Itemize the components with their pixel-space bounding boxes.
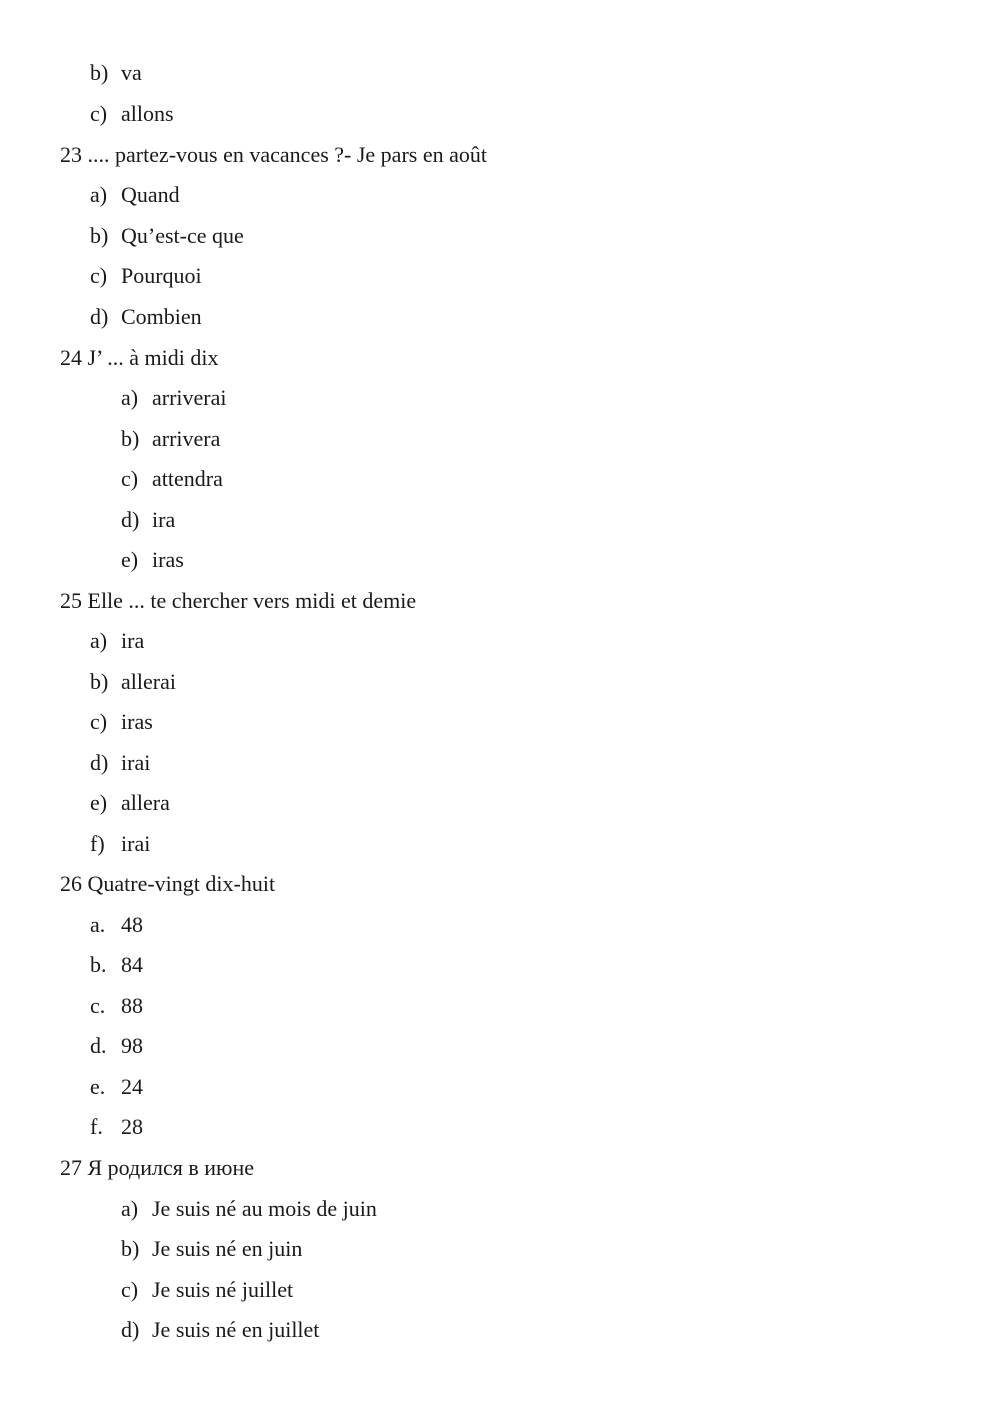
- option-item: [121, 384, 227, 412]
- option-text: allerai: [121, 669, 176, 694]
- option-label: c): [121, 466, 139, 491]
- option-item: [121, 1316, 319, 1344]
- option-text: attendra: [152, 466, 223, 491]
- option-label: d): [90, 750, 109, 775]
- option-label: b): [90, 223, 109, 248]
- option-item: [121, 1276, 293, 1304]
- question-text: Elle ... te chercher vers midi et demie: [87, 588, 417, 613]
- option-text: 24: [121, 1074, 143, 1099]
- option-text: ira: [152, 507, 176, 532]
- option-label: a): [90, 628, 108, 653]
- option-item: [90, 1113, 143, 1141]
- option-item: [90, 100, 174, 128]
- option-item: [121, 425, 220, 453]
- option-item: [90, 59, 142, 87]
- option-text: Pourquoi: [121, 263, 202, 288]
- option-text: 88: [121, 993, 143, 1018]
- option-label: a): [121, 1196, 139, 1221]
- option-label: d): [121, 507, 140, 532]
- option-item: [90, 951, 143, 979]
- option-label: f): [90, 831, 105, 856]
- option-item: [90, 262, 202, 290]
- question-23: [60, 141, 487, 169]
- question-text: Я родился в июне: [87, 1155, 255, 1180]
- option-text: iras: [152, 547, 184, 572]
- question-text: Quatre-vingt dix-huit: [87, 871, 276, 896]
- option-label: e): [121, 547, 139, 572]
- option-item: [90, 749, 150, 777]
- option-text: Je suis né au mois de juin: [152, 1196, 377, 1221]
- option-label: b.: [90, 952, 107, 977]
- question-26: [60, 870, 275, 898]
- option-item: [90, 911, 143, 939]
- option-label: c): [90, 263, 108, 288]
- option-item: [121, 1195, 377, 1223]
- option-text: Je suis né juillet: [152, 1277, 294, 1302]
- option-label: d): [90, 304, 109, 329]
- option-text: arrivera: [152, 426, 221, 451]
- option-label: e): [90, 790, 108, 815]
- option-label: d): [121, 1317, 140, 1342]
- option-item: [90, 627, 144, 655]
- option-text: irai: [121, 750, 151, 775]
- option-label: e.: [90, 1074, 106, 1099]
- option-item: [90, 830, 150, 858]
- option-label: c): [90, 709, 108, 734]
- option-item: [90, 708, 153, 736]
- question-number: 25: [60, 588, 82, 613]
- question-number: 23: [60, 142, 82, 167]
- option-text: arriverai: [152, 385, 227, 410]
- option-text: ira: [121, 628, 145, 653]
- option-item: [121, 465, 223, 493]
- option-text: Combien: [121, 304, 202, 329]
- option-label: a): [121, 385, 139, 410]
- question-number: 27: [60, 1155, 82, 1180]
- option-text: Qu’est-ce que: [121, 223, 244, 248]
- question-27: [60, 1154, 254, 1182]
- option-item: [90, 668, 176, 696]
- question-number: 24: [60, 345, 82, 370]
- option-item: [90, 303, 202, 331]
- option-label: f.: [90, 1114, 103, 1139]
- option-item: [90, 789, 170, 817]
- option-label: b): [90, 669, 109, 694]
- option-text: iras: [121, 709, 153, 734]
- option-text: 48: [121, 912, 143, 937]
- option-label: c): [121, 1277, 139, 1302]
- option-item: [90, 181, 180, 209]
- option-label: b): [121, 1236, 140, 1261]
- option-item: [90, 222, 244, 250]
- question-24: [60, 344, 218, 372]
- question-25: [60, 587, 416, 615]
- option-label: c): [90, 101, 108, 126]
- option-label: c.: [90, 993, 106, 1018]
- question-text: .... partez-vous en vacances ?- Je pars en août: [87, 142, 487, 167]
- option-text: Je suis né en juin: [152, 1236, 303, 1261]
- option-item: [90, 992, 143, 1020]
- option-item: [90, 1073, 143, 1101]
- option-item: [121, 506, 175, 534]
- option-item: [121, 546, 184, 574]
- option-item: [90, 1032, 143, 1060]
- option-text: 84: [121, 952, 143, 977]
- option-text: 98: [121, 1033, 143, 1058]
- option-label: b): [121, 426, 140, 451]
- option-label: d.: [90, 1033, 107, 1058]
- option-label: a.: [90, 912, 106, 937]
- option-label: a): [90, 182, 108, 207]
- option-text: irai: [121, 831, 151, 856]
- option-text: Je suis né en juillet: [152, 1317, 320, 1342]
- option-item: [121, 1235, 302, 1263]
- option-label: b): [90, 60, 109, 85]
- option-text: 28: [121, 1114, 143, 1139]
- question-number: 26: [60, 871, 82, 896]
- question-text: J’ ... à midi dix: [87, 345, 219, 370]
- option-text: va: [121, 60, 142, 85]
- option-text: allons: [121, 101, 174, 126]
- option-text: Quand: [121, 182, 180, 207]
- option-text: allera: [121, 790, 170, 815]
